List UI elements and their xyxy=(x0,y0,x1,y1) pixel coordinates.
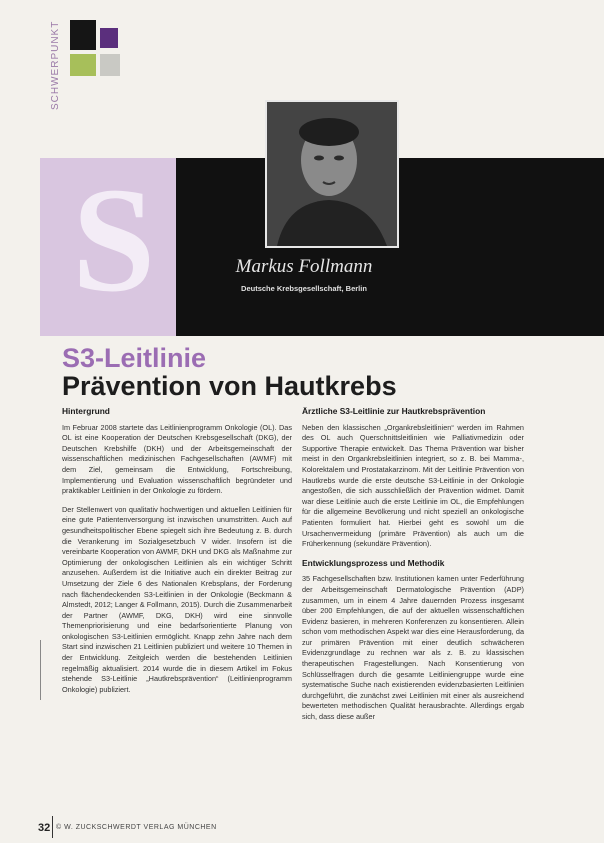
author-name: Markus Follmann xyxy=(235,256,373,277)
author-photo xyxy=(265,100,399,248)
article-title xyxy=(62,344,397,400)
title-line-2: Prävention von Hautkrebs xyxy=(62,371,397,401)
right-column xyxy=(302,406,524,731)
page-number: 32 xyxy=(38,822,51,834)
right-subheading: Entwicklungsprozess und Methodik xyxy=(302,557,445,568)
right-paragraph-1: Neben den klassischen „Organkrebsleitlinien“ werden im Rahmen des OL auch Querschnittsleitlinien wie Palliativmedizin oder Supportive Therapie entwickelt. Das Thema Prävention war bisher meist in den Organkrebsleitlinien integriert, so z. B. bei Mamma-, Kolorektalem und Prostatakarzinom. Mit der Leitlinie Prävention von Hautkrebs wurde die erste deutsche S3-Leitlinie in der Onkologie angestoßen, die sich ausschließlich der Prävention widmet. Damit war diese Leitlinie auch die erste Leitlinie im OL, die Empfehlungen für die allgemeine Bevölkerung und nicht speziell an onkologische Patienten formuliert hat. Hierbei geht es sowohl um die Ursachenvermeidung (primäre Prävention) als auch um die Früherkennung (sekundäre Prävention). xyxy=(302,422,524,549)
decor-big-letter: S xyxy=(72,157,156,323)
decor-square-green xyxy=(70,54,96,76)
left-paragraph-1: Im Februar 2008 startete das Leitlinienprogramm Onkologie (OL). Das OL ist eine Kooperation der Deutschen Krebsgesellschaft (DKG), der Deutschen Krebshilfe (DKH) und der Arbeitsgemeinschaft der wissenschaftlichen medizinischen Fachgesellschaften (AWMF) mit dem Ziel, gemeinsam die Entwicklung, Fortschreibung, Implementierung und Evaluation wissenschaftlich begründeter und praktikabler Leitlinien in der Onkologie zu fördern. xyxy=(62,422,292,496)
publisher-credit: © W. ZUCKSCHWERDT VERLAG MÜNCHEN xyxy=(56,824,217,831)
decor-square-gray xyxy=(100,54,120,76)
section-label: SCHWERPUNKT xyxy=(50,20,61,110)
left-paragraph-2: Der Stellenwert von qualitativ hochwertigen und aktuellen Leitlinien für eine gute Patientenversorgung ist inzwischen unumstritten. Auch auf gesundheitspolitischer Ebene spiegelt sich ihre Bedeutung z. B. durch die Verankerung im Sozialgesetzbuch V wider. Insofern ist die vereinbarte Kooperation von AWMF, DKH und DKG als Maßnahme zur Optimierung der onkologischen Leitlinien als ein wichtiger Schritt anzusehen. Außerdem ist die Initiative auch ein direkter Beitrag zur Umsetzung der Ziele 6 des Nationalen Krebsplans, der Forderung nach flächendeckenden S3-Leitlinien in der Onkologie (Beckmann & Almstedt, 2012; Langer & Follmann, 2015). Durch die Zusammenarbeit der Partner (AWMF, DKG, DKH) wird eine sinnvolle Themenpriorisierung und eine bedarfsorientierte Planung von onkologischen S3-Leitlinien ermöglicht. Knapp zehn Jahre nach dem Start sind inzwischen 21 Leitlinien publiziert und weitere 10 Themen in der Entwicklung. Zeitgleich werden die bestehenden Leitlinien regelmäßig aktualisiert. 2014 wurde die in diesem Artikel im Fokus stehende S3-Leitlinie „Hautkrebsprävention“ (Leitlinienprogramm Onkologie) publiziert. xyxy=(62,504,292,694)
right-paragraph-2: 35 Fachgesellschaften bzw. Institutionen kamen unter Federführung der Arbeitsgemeinschaft Dermatologische Prävention (ADP) zusammen, um in einem 4 Jahre dauernden Prozess insgesamt über 200 Empfehlungen, die auf der aktuellen wissenschaftlichen Evidenz basieren, in mehreren Konferenzen zu konsentieren. Allein schon vom methodischen Aspekt war dies eine Herausforderung, da zur primären Prävention mit einer deutlich schwächeren Evidenzgrundlage zu rechnen war als z. B. zu klassischen therapeutischen Fragestellungen. Nach Konsentierung von Schlüsselfragen durch die gesamte Leitliniengruppe wurde eine systematische Suche nach existierenden evidenzbasierten Leitlinien durchgeführt, die zunächst zwei Leitlinien mit einer als ausreichend bewerteten methodischen Qualität herausbrachte. Allerdings ergab sich, dass diese außer xyxy=(302,574,524,722)
portrait-image xyxy=(267,102,397,246)
right-heading: Ärztliche S3-Leitlinie zur Hautkrebsprävention xyxy=(302,406,486,416)
left-column xyxy=(62,406,292,703)
decor-square-black xyxy=(70,20,96,50)
title-line-1: S3-Leitlinie xyxy=(62,343,207,373)
left-heading: Hintergrund xyxy=(62,406,110,416)
footer-divider xyxy=(52,816,53,838)
margin-rule xyxy=(40,640,41,700)
decor-square-purple xyxy=(100,28,118,48)
author-org: Deutsche Krebsgesellschaft, Berlin xyxy=(241,284,367,293)
